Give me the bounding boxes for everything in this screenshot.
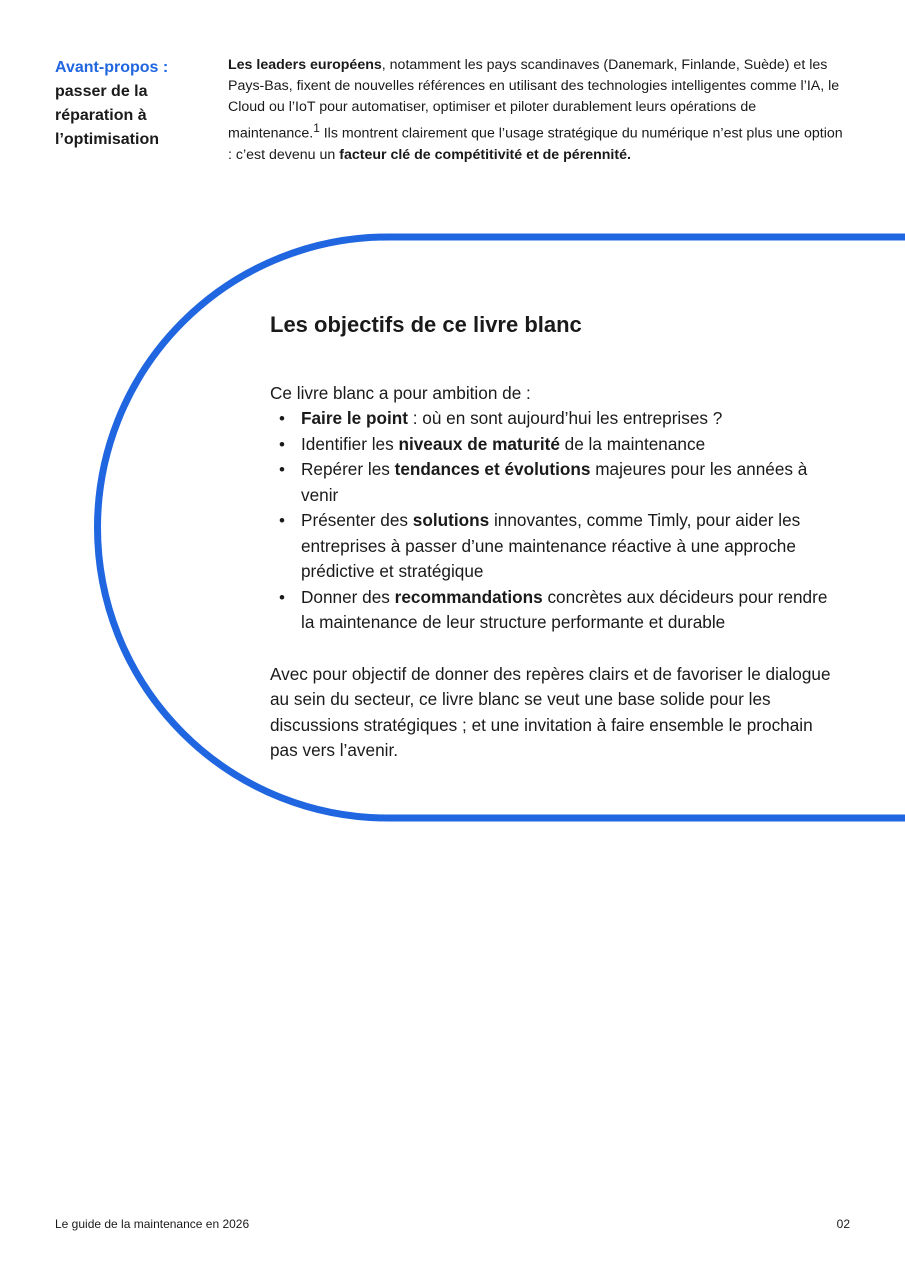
list-item-text: : où en sont aujourd’hui les entreprises ? — [407, 408, 723, 428]
objectives-closing: Avec pour objectif de donner des repères clairs et de favoriser le dialogue au sein du secteur, ce livre blanc se veut une base solide pour les discussions stratégiques ; et une invitation à faire ensemble le prochain pas vers l’avenir. — [270, 663, 831, 760]
section-title — [55, 56, 215, 152]
list-item-text: majeures pour les années à venir — [301, 459, 808, 505]
bullet-icon: • — [279, 587, 285, 607]
objectives-list — [270, 406, 840, 636]
list-item — [279, 457, 840, 508]
list-item-text: concrètes aux décideurs pour rendre la maintenance de leur structure performante et durable — [301, 586, 828, 632]
list-item-bold: Faire le point — [301, 408, 408, 428]
objectives-block — [270, 308, 840, 764]
bullet-icon: • — [279, 460, 285, 479]
list-item — [279, 508, 840, 585]
section-title-rest: passer de la réparation à l’optimisation — [55, 83, 159, 148]
bullet-icon: • — [279, 511, 285, 530]
list-item-text: Donner des — [301, 586, 395, 607]
objectives-lead: Ce livre blanc a pour ambition de : — [270, 383, 531, 403]
intro-paragraph — [228, 55, 848, 166]
intro-lead-bold: Les leaders européens — [228, 57, 382, 73]
list-item-text: Présenter des — [301, 510, 413, 530]
bullet-icon: • — [279, 434, 285, 454]
list-item-bold: niveaux de maturité — [398, 433, 560, 454]
section-title-accent: Avant-propos : — [55, 59, 169, 76]
list-item-bold: tendances et évolutions — [394, 459, 591, 479]
list-item-text: Identifier les — [301, 433, 399, 454]
bullet-icon: • — [279, 409, 285, 428]
list-item-text: innovantes, comme Timly, pour aider les entreprises à passer d’une maintenance réactive à une approche prédictive et stratégique — [301, 510, 801, 581]
page-number: 02 — [836, 1217, 850, 1231]
intro-footnote: 1 — [313, 121, 320, 135]
list-item-text: de la maintenance — [559, 433, 706, 454]
footer-title: Le guide de la maintenance en 2026 — [55, 1217, 250, 1231]
objectives-title: Les objectifs de ce livre blanc — [270, 312, 582, 337]
list-item — [279, 585, 840, 636]
list-item-bold: solutions — [412, 510, 490, 530]
list-item-text: Repérer les — [301, 459, 395, 479]
list-item — [279, 432, 840, 458]
intro-text-1: , notamment les pays scandinaves (Danemark, Finlande, Suède) et les Pays-Bas, fixent de nouvelles références en utilisant des technologies intelligentes comme l’IA, le Cloud ou l’IoT pour automatiser, optimiser et piloter durablement leurs opérations de maintenance. — [228, 57, 840, 142]
intro-end-bold: facteur clé de compétitivité et de pérennité. — [339, 146, 631, 163]
intro-text-2: Ils montrent clairement que l’usage stratégique du numérique n’est plus une option : c’est devenu un — [228, 125, 843, 163]
list-item — [279, 406, 840, 432]
list-item-bold: recommandations — [394, 586, 543, 607]
